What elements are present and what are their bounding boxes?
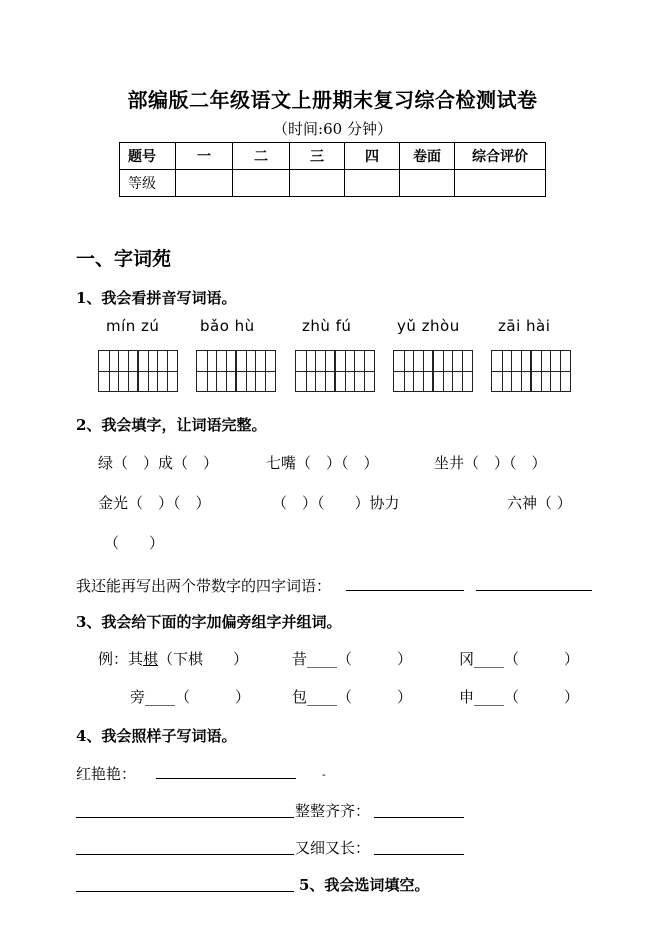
example-answer: 棋 — [143, 650, 159, 668]
grade-cell[interactable] — [345, 170, 400, 197]
writing-grid[interactable] — [98, 350, 176, 392]
score-header-cell: 一 — [176, 143, 233, 170]
question-1-prompt: 1、我会看拼音写词语。 — [76, 289, 237, 307]
idiom-fill-item: 六神（ ） — [507, 494, 572, 512]
grade-cell[interactable] — [455, 170, 546, 197]
score-header-cell: 卷面 — [400, 143, 455, 170]
radical-item: 冈____（ ） — [459, 650, 580, 668]
score-header-cell: 三 — [290, 143, 345, 170]
idiom-fill-item: 坐井（ ）（ ） — [434, 454, 547, 472]
example-prefix: 例：其 — [98, 650, 144, 668]
idiom-fill-item: 金光（ ）（ ） — [98, 494, 211, 512]
grade-cell[interactable] — [233, 170, 290, 197]
extra-idiom-prompt: 我还能再写出两个带数字的四字词语： — [76, 577, 332, 595]
tianzige-cell[interactable] — [393, 350, 414, 392]
example-label — [98, 648, 248, 669]
idiom-fill-item: 绿（ ）成（ ） — [98, 454, 219, 472]
example-word-1: 红艳艳： — [76, 765, 137, 783]
score-header-cell: 二 — [233, 143, 290, 170]
example-word: （下棋 ） — [158, 650, 249, 668]
example-word-2: 整整齐齐： — [295, 802, 371, 820]
question-3-prompt: 3、我会给下面的字加偏旁组字并组词。 — [76, 613, 342, 631]
score-header-cell: 四 — [345, 143, 400, 170]
tianzige-cell[interactable] — [413, 350, 434, 392]
idiom-fill-item: （ ）（ ）协力 — [272, 494, 400, 512]
answer-line[interactable] — [476, 590, 592, 591]
score-table-header-row — [120, 143, 546, 170]
answer-line[interactable] — [156, 778, 296, 779]
answer-line[interactable] — [374, 817, 464, 818]
radical-item: 昔____（ ） — [292, 650, 413, 668]
page-title: 部编版二年级语文上册期末复习综合检测试卷 — [127, 88, 538, 112]
pinyin-3: zhù fú — [302, 317, 352, 335]
score-header-cell: 综合评价 — [455, 143, 546, 170]
time-limit: （时间:60 分钟） — [273, 120, 392, 138]
writing-grid[interactable] — [196, 350, 274, 392]
tianzige-cell[interactable] — [157, 350, 178, 392]
idiom-fill-item: 七嘴（ ）（ ） — [266, 454, 379, 472]
writing-grid[interactable] — [393, 350, 471, 392]
tianzige-cell[interactable] — [137, 350, 158, 392]
tianzige-cell[interactable] — [530, 350, 551, 392]
answer-line[interactable] — [346, 590, 464, 591]
pinyin-4: yǔ zhòu — [397, 317, 460, 335]
answer-line[interactable] — [374, 854, 464, 855]
tianzige-cell[interactable] — [452, 350, 473, 392]
grade-row-label: 等级 — [120, 170, 176, 197]
tianzige-cell[interactable] — [196, 350, 217, 392]
tianzige-cell[interactable] — [118, 350, 139, 392]
idiom-fill-item: （ ） — [104, 534, 165, 552]
tianzige-cell[interactable] — [315, 350, 336, 392]
score-table-grade-row — [120, 170, 546, 197]
pinyin-5: zāi hài — [498, 317, 551, 335]
tianzige-cell[interactable] — [354, 350, 375, 392]
grade-cell[interactable] — [400, 170, 455, 197]
tianzige-cell[interactable] — [255, 350, 276, 392]
score-header-cell: 题号 — [120, 143, 176, 170]
pinyin-1: mín zú — [106, 317, 160, 335]
writing-grid[interactable] — [491, 350, 569, 392]
radical-item: 申____（ ） — [459, 688, 580, 706]
tianzige-cell[interactable] — [235, 350, 256, 392]
answer-line[interactable] — [76, 817, 294, 818]
tianzige-cell[interactable] — [216, 350, 237, 392]
score-table — [119, 142, 546, 197]
grade-cell[interactable] — [176, 170, 233, 197]
radical-item: 包____（ ） — [292, 688, 413, 706]
tianzige-cell[interactable] — [432, 350, 453, 392]
section-heading: 一、字词苑 — [76, 248, 172, 270]
example-word-3: 又细又长： — [295, 839, 371, 857]
tianzige-cell[interactable] — [295, 350, 316, 392]
question-4-prompt: 4、我会照样子写词语。 — [76, 727, 237, 745]
tianzige-cell[interactable] — [550, 350, 571, 392]
writing-grid[interactable] — [295, 350, 373, 392]
pinyin-2: bǎo hù — [200, 317, 255, 335]
tianzige-cell[interactable] — [98, 350, 119, 392]
grade-cell[interactable] — [290, 170, 345, 197]
answer-line[interactable] — [76, 891, 294, 892]
question-2-prompt: 2、我会填字，让词语完整。 — [76, 416, 267, 434]
radical-item: 旁____（ ） — [130, 688, 251, 706]
tianzige-cell[interactable] — [511, 350, 532, 392]
stray-dash: - — [322, 768, 326, 781]
tianzige-cell[interactable] — [491, 350, 512, 392]
question-5-prompt: 5、我会选词填空。 — [299, 876, 430, 894]
answer-line[interactable] — [76, 854, 294, 855]
tianzige-cell[interactable] — [334, 350, 355, 392]
